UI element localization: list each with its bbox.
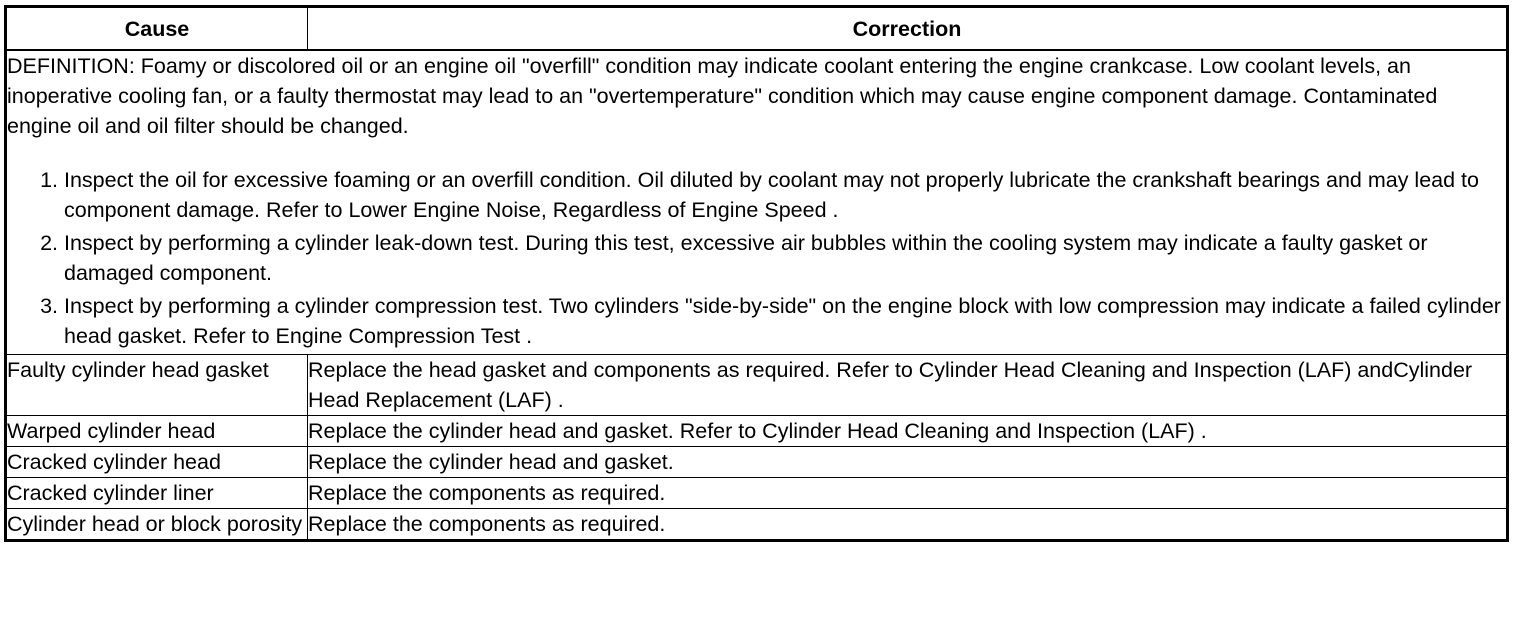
table-header-row xyxy=(6,7,1508,51)
definition-cell xyxy=(6,50,1508,355)
correction-cell: Replace the head gasket and components as required. Refer to Cylinder Head Cleaning and Inspection (LAF) andCylinder Head Replacement (LAF) . xyxy=(308,355,1508,416)
table-row xyxy=(6,478,1508,509)
inspection-step: 1. Inspect the oil for excessive foaming or an overfill condition. Oil diluted by coolant may not properly lubricate the crankshaft bearings and may lead to component damage. Refer to Lower Engine Noise, Regardless of Engine Speed . xyxy=(64,165,1506,225)
correction-column-header: Correction xyxy=(308,7,1508,51)
cause-cell: Warped cylinder head xyxy=(6,416,308,447)
cause-column-header: Cause xyxy=(6,7,308,51)
table-row xyxy=(6,416,1508,447)
correction-cell: Replace the cylinder head and gasket. Refer to Cylinder Head Cleaning and Inspection (LAF) . xyxy=(308,416,1508,447)
table-row xyxy=(6,355,1508,416)
inspection-steps-list xyxy=(7,165,1506,351)
diagnostic-table-container xyxy=(4,5,1506,542)
cause-cell: Faulty cylinder head gasket xyxy=(6,355,308,416)
cause-cell: Cracked cylinder liner xyxy=(6,478,308,509)
inspection-step: 2. Inspect by performing a cylinder leak-down test. During this test, excessive air bubbles within the cooling system may indicate a faulty gasket or damaged component. xyxy=(64,228,1506,288)
diagnostic-table xyxy=(4,5,1509,542)
correction-cell: Replace the cylinder head and gasket. xyxy=(308,447,1508,478)
correction-cell: Replace the components as required. xyxy=(308,478,1508,509)
cause-cell: Cylinder head or block porosity xyxy=(6,509,308,541)
table-row xyxy=(6,509,1508,541)
definition-row xyxy=(6,50,1508,355)
correction-cell: Replace the components as required. xyxy=(308,509,1508,541)
definition-text: DEFINITION: Foamy or discolored oil or an engine oil "overfill" condition may indicate coolant entering the engine crankcase. Low coolant levels, an inoperative cooling fan, or a faulty thermostat may lead to an "overtemperature" condition which may cause engine component damage. Contaminated engine oil and oil filter should be changed. xyxy=(7,54,1438,138)
table-row xyxy=(6,447,1508,478)
cause-cell: Cracked cylinder head xyxy=(6,447,308,478)
inspection-step: 3. Inspect by performing a cylinder compression test. Two cylinders "side-by-side" on the engine block with low compression may indicate a failed cylinder head gasket. Refer to Engine Compression Test . xyxy=(64,291,1506,351)
